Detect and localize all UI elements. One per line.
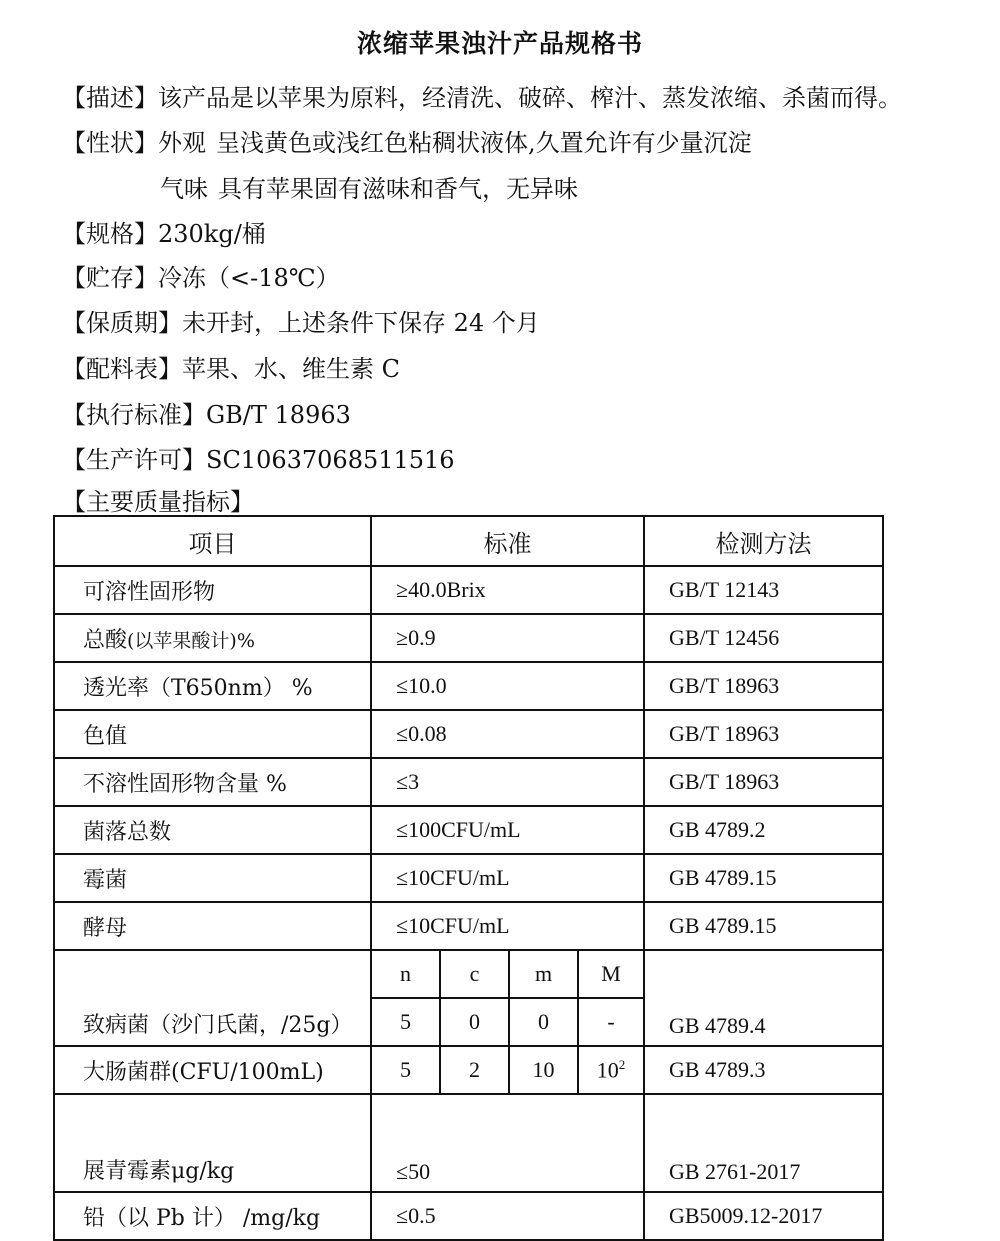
- storage-line: [62, 258, 340, 293]
- row-method: GB/T 12143: [644, 566, 883, 614]
- table-header-row: [54, 516, 883, 566]
- row-standard: ≤3: [371, 758, 644, 806]
- row-method: GB/T 18963: [644, 710, 883, 758]
- row-standard: ≤100CFU/mL: [371, 806, 644, 854]
- spec-line: [62, 214, 266, 249]
- row-standard: ≤0.08: [371, 710, 644, 758]
- odor-text: 具有苹果固有滋味和香气，无异味: [218, 175, 578, 203]
- row-item: 透光率（T650nm） %: [54, 662, 371, 710]
- coliform-M: [578, 1046, 644, 1094]
- micro-header-n: n: [371, 950, 440, 998]
- ingredients-label: 【配料表】: [62, 355, 182, 383]
- page-title: 浓缩苹果浊汁产品规格书: [356, 29, 643, 58]
- row-method: GB 4789.15: [644, 902, 883, 950]
- row-standard: ≥0.9: [371, 614, 644, 662]
- row-item: 铅（以 Pb 计） /mg/kg: [54, 1192, 371, 1240]
- license-line: [62, 440, 455, 475]
- row-item-main: 总酸: [83, 627, 128, 653]
- table-row: [54, 1094, 883, 1192]
- row-item: [54, 614, 371, 662]
- spec-label: 【规格】: [62, 220, 158, 248]
- description-line: [62, 78, 902, 113]
- row-method: GB/T 18963: [644, 758, 883, 806]
- row-method: GB 4789.3: [644, 1046, 883, 1094]
- shelf-life-label: 【保质期】: [62, 309, 182, 337]
- row-standard: ≤50: [371, 1094, 644, 1192]
- storage-label: 【贮存】: [62, 264, 158, 292]
- table-row: [54, 614, 883, 662]
- properties-label: 【性状】: [62, 129, 158, 157]
- micro-header-c: c: [440, 950, 509, 998]
- standard-label: 【执行标准】: [62, 401, 206, 429]
- micro-header-M: M: [578, 950, 644, 998]
- salmonella-n: 5: [371, 998, 440, 1046]
- row-standard: ≤0.5: [371, 1192, 644, 1240]
- row-item: 致病菌（沙门氏菌，/25g）: [54, 950, 371, 1046]
- properties-line: [62, 123, 752, 158]
- table-row: [54, 758, 883, 806]
- ingredients-line: [62, 349, 400, 384]
- row-method: GB 4789.15: [644, 854, 883, 902]
- row-item: 大肠菌群(CFU/100mL): [54, 1046, 371, 1094]
- license-text: SC10637068511516: [206, 446, 455, 474]
- coliform-M-base: 10: [596, 1057, 619, 1083]
- header-method: 检测方法: [644, 516, 883, 566]
- quality-table: [53, 515, 884, 1241]
- description-label: 【描述】: [62, 84, 158, 112]
- row-method: GB5009.12-2017: [644, 1192, 883, 1240]
- standard-text: GB/T 18963: [206, 401, 351, 429]
- table-row: [54, 710, 883, 758]
- description-text: 该产品是以苹果为原料，经清洗、破碎、榨汁、蒸发浓缩、杀菌而得。: [158, 84, 902, 112]
- row-method: GB 4789.4: [644, 950, 883, 1046]
- appearance-text: 呈浅黄色或浅红色粘稠状液体,久置允许有少量沉淀: [216, 129, 752, 157]
- license-label: 【生产许可】: [62, 446, 206, 474]
- coliform-n: 5: [371, 1046, 440, 1094]
- row-item: 可溶性固形物: [54, 566, 371, 614]
- row-standard: ≤10CFU/mL: [371, 854, 644, 902]
- quality-heading: 【主要质量指标】: [62, 488, 254, 516]
- table-row: [54, 902, 883, 950]
- coliform-c: 2: [440, 1046, 509, 1094]
- row-standard: ≥40.0Brix: [371, 566, 644, 614]
- table-row: [54, 566, 883, 614]
- salmonella-M: -: [578, 998, 644, 1046]
- row-method: GB 4789.2: [644, 806, 883, 854]
- header-standard: 标准: [371, 516, 644, 566]
- coliform-m: 10: [509, 1046, 578, 1094]
- storage-text: 冷冻（<-18℃）: [158, 264, 340, 292]
- standard-line: [62, 395, 351, 430]
- appearance-label: 外观: [158, 129, 206, 157]
- table-row: [54, 662, 883, 710]
- salmonella-m: 0: [509, 998, 578, 1046]
- row-item: 菌落总数: [54, 806, 371, 854]
- table-row: [54, 806, 883, 854]
- row-method: GB/T 12456: [644, 614, 883, 662]
- row-item: 酵母: [54, 902, 371, 950]
- salmonella-c: 0: [440, 998, 509, 1046]
- table-row: [54, 854, 883, 902]
- odor-line: [160, 169, 578, 204]
- header-item: 项目: [54, 516, 371, 566]
- odor-label: 气味: [160, 175, 208, 203]
- row-standard: ≤10CFU/mL: [371, 902, 644, 950]
- row-item: 展青霉素μg/kg: [54, 1094, 371, 1192]
- micro-header-m: m: [509, 950, 578, 998]
- table-row: [54, 1046, 883, 1094]
- ingredients-text: 苹果、水、维生素 C: [182, 355, 400, 383]
- row-method: GB 2761-2017: [644, 1094, 883, 1192]
- row-item: 霉菌: [54, 854, 371, 902]
- row-method: GB/T 18963: [644, 662, 883, 710]
- micro-header-row: [54, 950, 883, 998]
- spec-text: 230kg/桶: [158, 220, 266, 248]
- row-item: 色值: [54, 710, 371, 758]
- row-item-note: (以苹果酸计)%: [127, 629, 255, 652]
- row-standard: ≤10.0: [371, 662, 644, 710]
- shelf-life-text: 未开封，上述条件下保存 24 个月: [182, 309, 540, 337]
- row-item: 不溶性固形物含量 %: [54, 758, 371, 806]
- coliform-M-sup: 2: [618, 1056, 626, 1072]
- shelf-life-line: [62, 303, 540, 338]
